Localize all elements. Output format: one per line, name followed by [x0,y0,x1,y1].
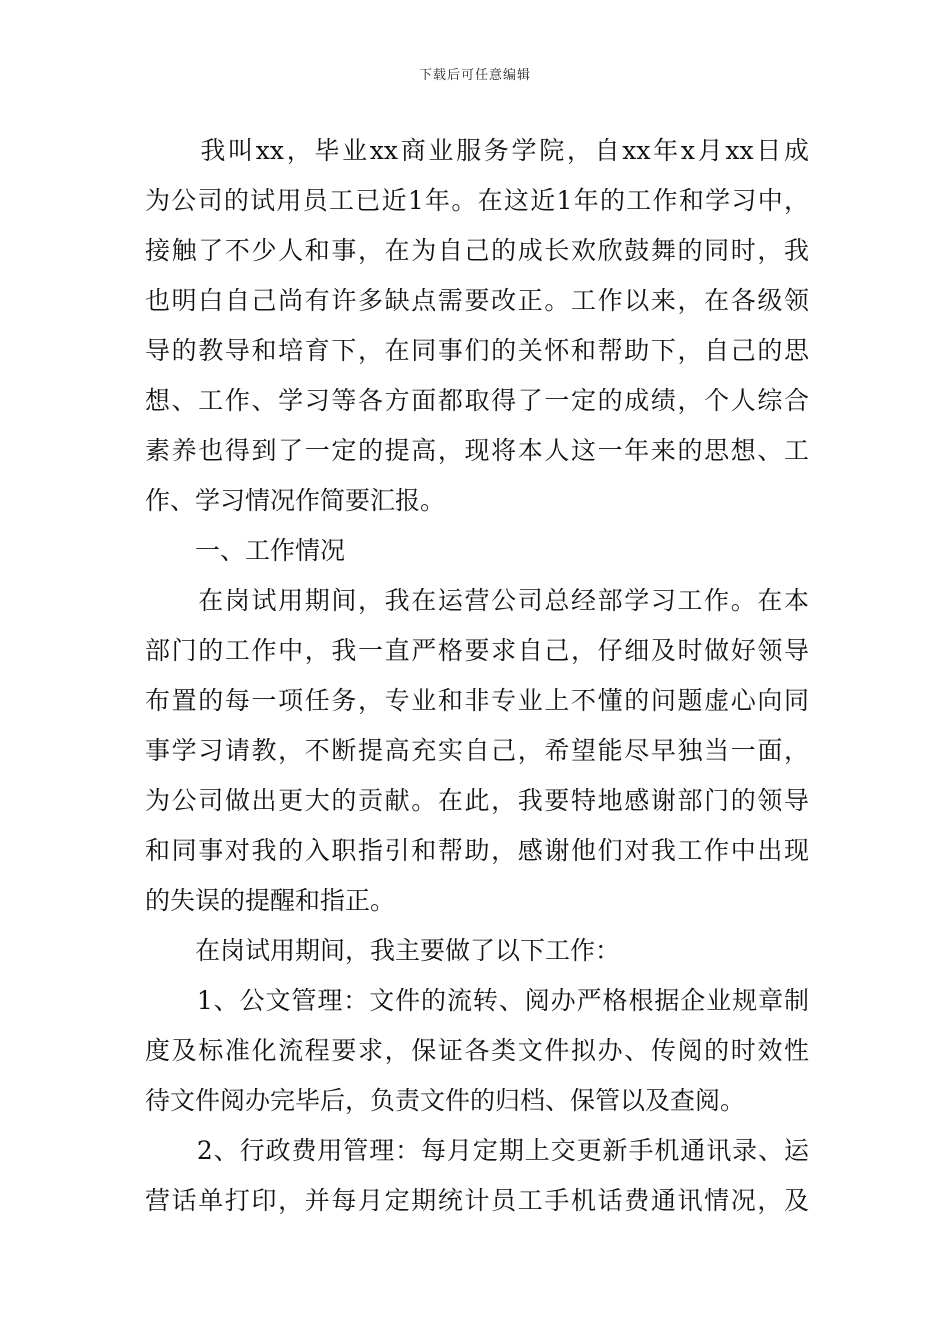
text-line: 为公司的试用员工已近1年。在这近1年的工作和学习中， [145,186,809,215]
text-line: 在岗试用期间，我在运营公司总经部学习工作。在本 [145,586,809,615]
text-line: 想、工作、学习等各方面都取得了一定的成绩，个人综合 [145,386,809,415]
text-line: 布置的每一项任务，专业和非专业上不懂的问题虚心向同 [145,686,809,715]
text-line: 的失误的提醒和指正。 [145,886,396,915]
text-line: 待文件阅办完毕后，负责文件的归档、保管以及查阅。 [145,1086,746,1115]
document-body [145,126,809,1226]
text-line: 导的教导和培育下，在同事们的关怀和帮助下，自己的思 [145,336,809,365]
text-line: 营话单打印，并每月定期统计员工手机话费通讯情况，及 [145,1186,809,1215]
text-line: 接触了不少人和事，在为自己的成长欢欣鼓舞的同时，我 [145,236,809,265]
text-line: 一、工作情况 [145,536,346,565]
text-line: 部门的工作中，我一直严格要求自己，仔细及时做好领导 [145,636,809,665]
text-line: 素养也得到了一定的提高，现将本人这一年来的思想、工 [145,436,809,465]
text-line: 度及标准化流程要求，保证各类文件拟办、传阅的时效性 [145,1036,809,1065]
text-line: 和同事对我的入职指引和帮助，感谢他们对我工作中出现 [145,836,809,865]
text-line: 我叫xx，毕业xx商业服务学院，自xx年x月xx日成 [145,136,809,165]
text-line: 2、行政费用管理：每月定期上交更新手机通讯录、运 [145,1136,809,1165]
text-line: 事学习请教，不断提高充实自己，希望能尽早独当一面， [145,736,809,765]
text-line: 也明白自己尚有许多缺点需要改正。工作以来，在各级领 [145,286,809,315]
text-line: 在岗试用期间，我主要做了以下工作： [145,936,621,965]
text-line: 1、公文管理：文件的流转、阅办严格根据企业规章制 [145,986,809,1015]
text-line: 为公司做出更大的贡献。在此，我要特地感谢部门的领导 [145,786,809,815]
text-line: 作、学习情况作简要汇报。 [145,486,446,515]
header-note: 下载后可任意编辑 [418,68,531,83]
